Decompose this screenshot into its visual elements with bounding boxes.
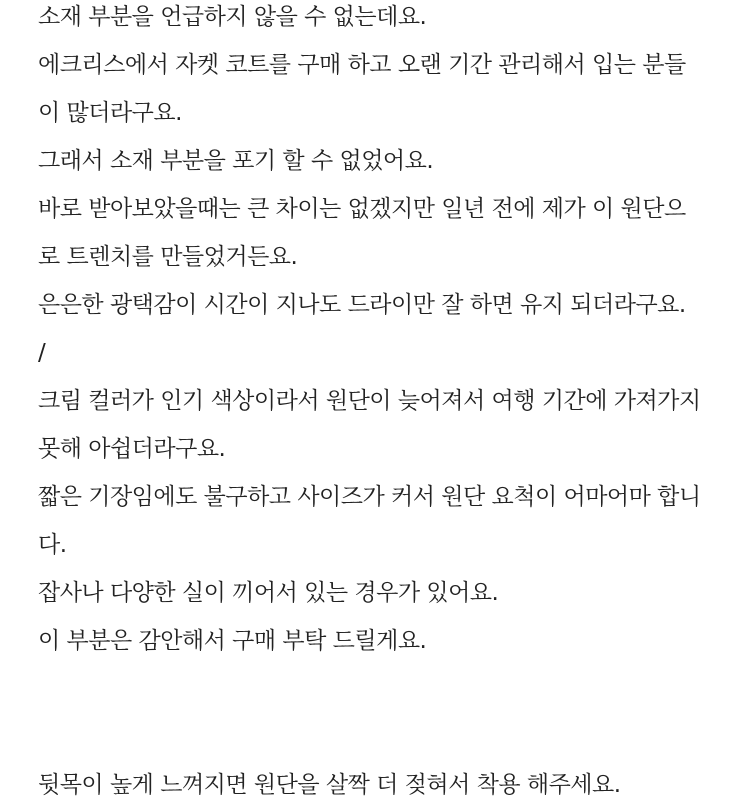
- text-line: 크림 컬러가 인기 색상이라서 원단이 늦어져서 여행 기간에 가져가지: [38, 388, 701, 414]
- text-line: 소재 부분을 언급하지 않을 수 없는데요.: [38, 4, 427, 30]
- text-line: 다.: [38, 532, 67, 558]
- text-line: 못해 아쉽더라구요.: [38, 436, 226, 462]
- separator-slash: /: [38, 340, 46, 366]
- text-line: 이 부분은 감안해서 구매 부탁 드릴게요.: [38, 628, 427, 654]
- text-line: 잡사나 다양한 실이 끼어서 있는 경우가 있어요.: [38, 580, 499, 606]
- text-line: 은은한 광택감이 시간이 지나도 드라이만 잘 하면 유지 되더라구요.: [38, 292, 686, 318]
- blank-spacer: [38, 713, 738, 761]
- text-line: 로 트렌치를 만들었거든요.: [38, 244, 298, 270]
- blank-spacer: [38, 665, 738, 713]
- text-line: 이 많더라구요.: [38, 100, 182, 126]
- product-description-text: [38, 0, 738, 809]
- text-line: 바로 받아보았을때는 큰 차이는 없겠지만 일년 전에 제가 이 원단으: [38, 196, 686, 222]
- text-line: 짧은 기장임에도 불구하고 사이즈가 커서 원단 요척이 어마어마 합니: [38, 484, 701, 510]
- text-line: 에크리스에서 자켓 코트를 구매 하고 오랜 기간 관리해서 입는 분들: [38, 52, 686, 78]
- text-line: 뒷목이 높게 느껴지면 원단을 살짝 더 젖혀서 착용 해주세요.: [38, 772, 621, 798]
- text-line: 그래서 소재 부분을 포기 할 수 없었어요.: [38, 148, 434, 174]
